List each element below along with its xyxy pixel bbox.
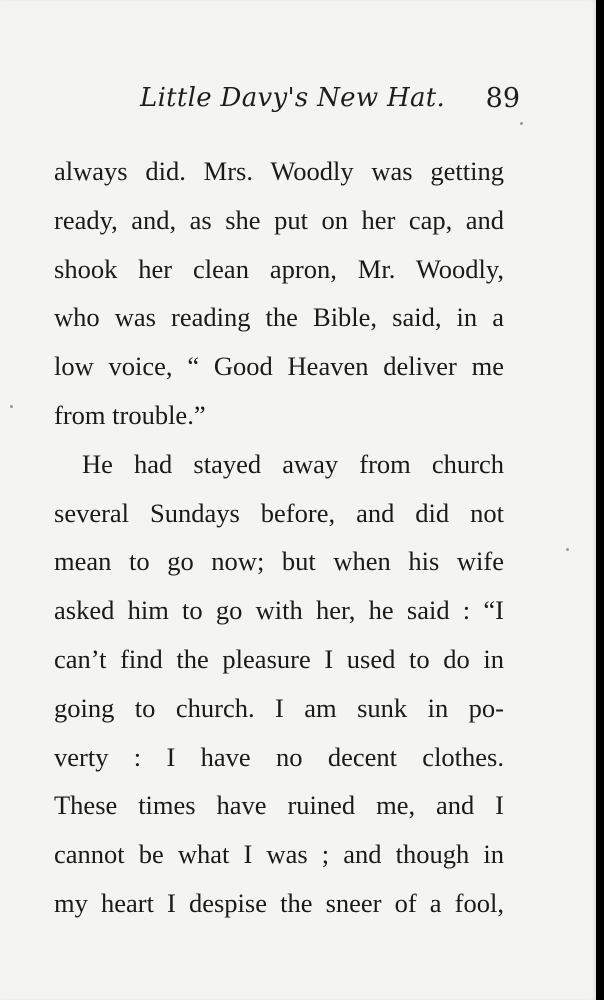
text-line: low voice, “ Good Heaven deliver me	[54, 351, 504, 382]
body-text	[54, 147, 504, 928]
text-line: ready, and, as she put on her cap, and	[54, 204, 504, 235]
running-title: Little Davy's New Hat.	[140, 83, 446, 113]
page-number: 89	[485, 83, 520, 114]
text-line: mean to go now; but when his wife	[54, 546, 504, 577]
text-line: from trouble.”	[54, 399, 206, 430]
text-line: These times have ruined me, and I	[54, 790, 504, 821]
paper-speck	[10, 405, 13, 408]
text-line: my heart I despise the sneer of a fool,	[54, 887, 504, 918]
paper-speck	[566, 548, 569, 551]
text-line: verty : I have no decent clothes.	[54, 741, 504, 772]
text-line: who was reading the Bible, said, in a	[54, 302, 504, 333]
text-line: going to church. I am sunk in po-	[54, 692, 504, 723]
paragraph-start-line: He had stayed away from church	[82, 448, 504, 479]
text-line: can’t find the pleasure I used to do in	[54, 643, 504, 674]
running-head	[140, 83, 520, 123]
text-line: shook her clean apron, Mr. Woodly,	[54, 253, 504, 284]
paper-speck	[520, 122, 523, 125]
text-line: asked him to go with her, he said : “I	[54, 595, 504, 626]
text-line: several Sundays before, and did not	[54, 497, 504, 528]
text-line: cannot be what I was ; and though in	[54, 839, 504, 870]
text-line: always did. Mrs. Woodly was getting	[54, 156, 504, 186]
